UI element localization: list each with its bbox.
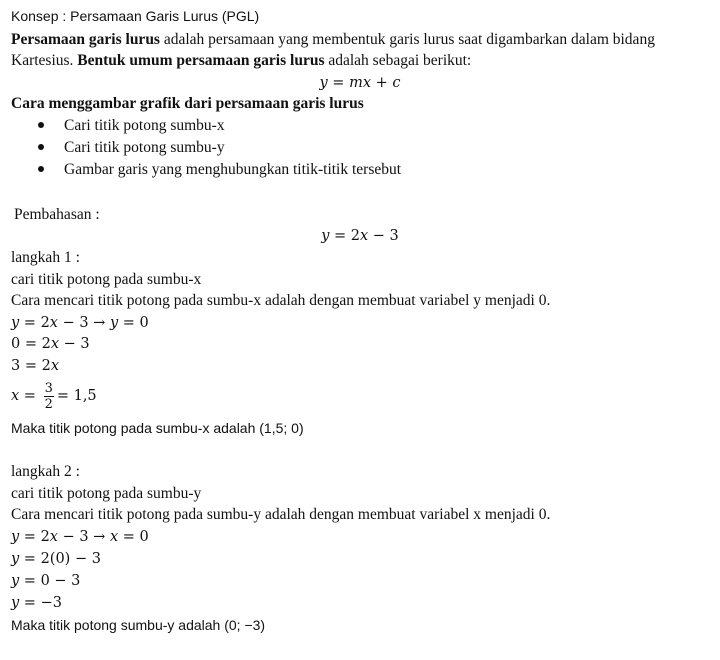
- var-y: y: [11, 551, 20, 567]
- list-item: [38, 116, 225, 136]
- var-y: y: [321, 228, 330, 244]
- eq-part: = 2: [19, 529, 50, 545]
- equation-rhs: = 2: [329, 228, 360, 244]
- step1-eq4: [11, 377, 97, 415]
- definition-line-1: [11, 30, 655, 50]
- steps-heading-text: Cara menggambar grafik dari persamaan garis lurus: [11, 95, 364, 112]
- step1-eq1: [11, 313, 149, 333]
- numerator: 3: [44, 380, 53, 396]
- var-x: x: [50, 336, 60, 352]
- steps-heading: [11, 94, 364, 114]
- var-c: c: [392, 75, 401, 91]
- bullet-icon: [38, 144, 44, 150]
- eq-part: = 0: [118, 529, 149, 545]
- eq-part: = 2: [19, 315, 50, 331]
- main-equation: [0, 226, 720, 246]
- step1-eq3: [11, 356, 59, 376]
- step1-label: langkah 1 :: [11, 249, 80, 266]
- discussion-label: Pembahasan :: [14, 206, 100, 223]
- var-y: y: [11, 315, 20, 331]
- eq-part: − 3 →: [57, 529, 110, 545]
- var-x: x: [49, 315, 58, 331]
- eq-part: = 2(0) − 3: [19, 551, 101, 567]
- step2-eq1: [11, 527, 149, 547]
- eq-result: = 1,5: [56, 388, 97, 404]
- eq-part: = −3: [19, 595, 62, 611]
- definition-text-1: adalah persamaan yang membentuk garis lurus saat digambarkan dalam bidang: [159, 31, 655, 48]
- bullet-icon: [38, 166, 44, 172]
- definition-term: Persamaan garis lurus: [11, 31, 160, 48]
- eq-part: 3 = 2: [11, 358, 51, 374]
- step2-subtitle: cari titik potong pada sumbu-y: [11, 485, 202, 502]
- var-y: y: [109, 315, 119, 331]
- step1-method: Cara mencari titik potong pada sumbu-x adalah dengan membuat variabel y menjadi 0.: [11, 292, 551, 309]
- definition-text-2b: adalah sebagai berikut:: [324, 52, 472, 69]
- var-y: y: [319, 75, 328, 91]
- eq-part: = 0 − 3: [19, 573, 81, 589]
- var-m: m: [349, 75, 363, 91]
- definition-text-2a: Kartesius.: [11, 52, 78, 69]
- var-x: x: [11, 388, 20, 404]
- step2-conclusion: Maka titik potong sumbu-y adalah (0; −3): [11, 617, 266, 633]
- var-y: y: [11, 529, 20, 545]
- equation-tail: − 3: [368, 228, 399, 244]
- eq-part: − 3 →: [57, 315, 110, 331]
- eq-part: 0 = 2: [11, 336, 51, 352]
- fraction: [44, 381, 54, 412]
- eq-part: − 3: [59, 336, 90, 352]
- step2-eq4: [11, 593, 62, 613]
- list-item: [38, 160, 401, 180]
- var-x: x: [50, 358, 60, 374]
- step2-eq3: [11, 571, 80, 591]
- equals: =: [19, 388, 36, 404]
- step2-eq2: [11, 549, 101, 569]
- general-form-equation: [0, 73, 720, 93]
- list-item-text: Gambar garis yang menghubungkan titik-titik tersebut: [64, 161, 402, 178]
- plus: +: [371, 75, 393, 91]
- step2-label: langkah 2 :: [11, 463, 80, 480]
- list-item-text: Cari titik potong sumbu-y: [64, 139, 225, 156]
- concept-title: Konsep : Persamaan Garis Lurus (PGL): [11, 8, 260, 24]
- list-item-text: Cari titik potong sumbu-x: [64, 117, 225, 134]
- definition-term-2: Bentuk umum persamaan garis lurus: [77, 52, 325, 69]
- bullet-icon: [38, 122, 44, 128]
- equals: =: [327, 75, 350, 91]
- list-item: [38, 138, 225, 158]
- step1-subtitle: cari titik potong pada sumbu-x: [11, 271, 202, 288]
- var-y: y: [11, 595, 20, 611]
- var-x: x: [362, 75, 371, 91]
- definition-line-2: [11, 51, 471, 71]
- denominator: 2: [44, 396, 53, 412]
- var-y: y: [11, 573, 20, 589]
- step1-eq2: [11, 334, 90, 354]
- var-x: x: [109, 529, 119, 545]
- step2-method: Cara mencari titik potong pada sumbu-y adalah dengan membuat variabel x menjadi 0.: [11, 506, 551, 523]
- var-x: x: [49, 529, 58, 545]
- step1-conclusion: Maka titik potong pada sumbu-x adalah (1,5; 0): [11, 420, 304, 436]
- eq-part: = 0: [118, 315, 149, 331]
- var-x: x: [360, 228, 369, 244]
